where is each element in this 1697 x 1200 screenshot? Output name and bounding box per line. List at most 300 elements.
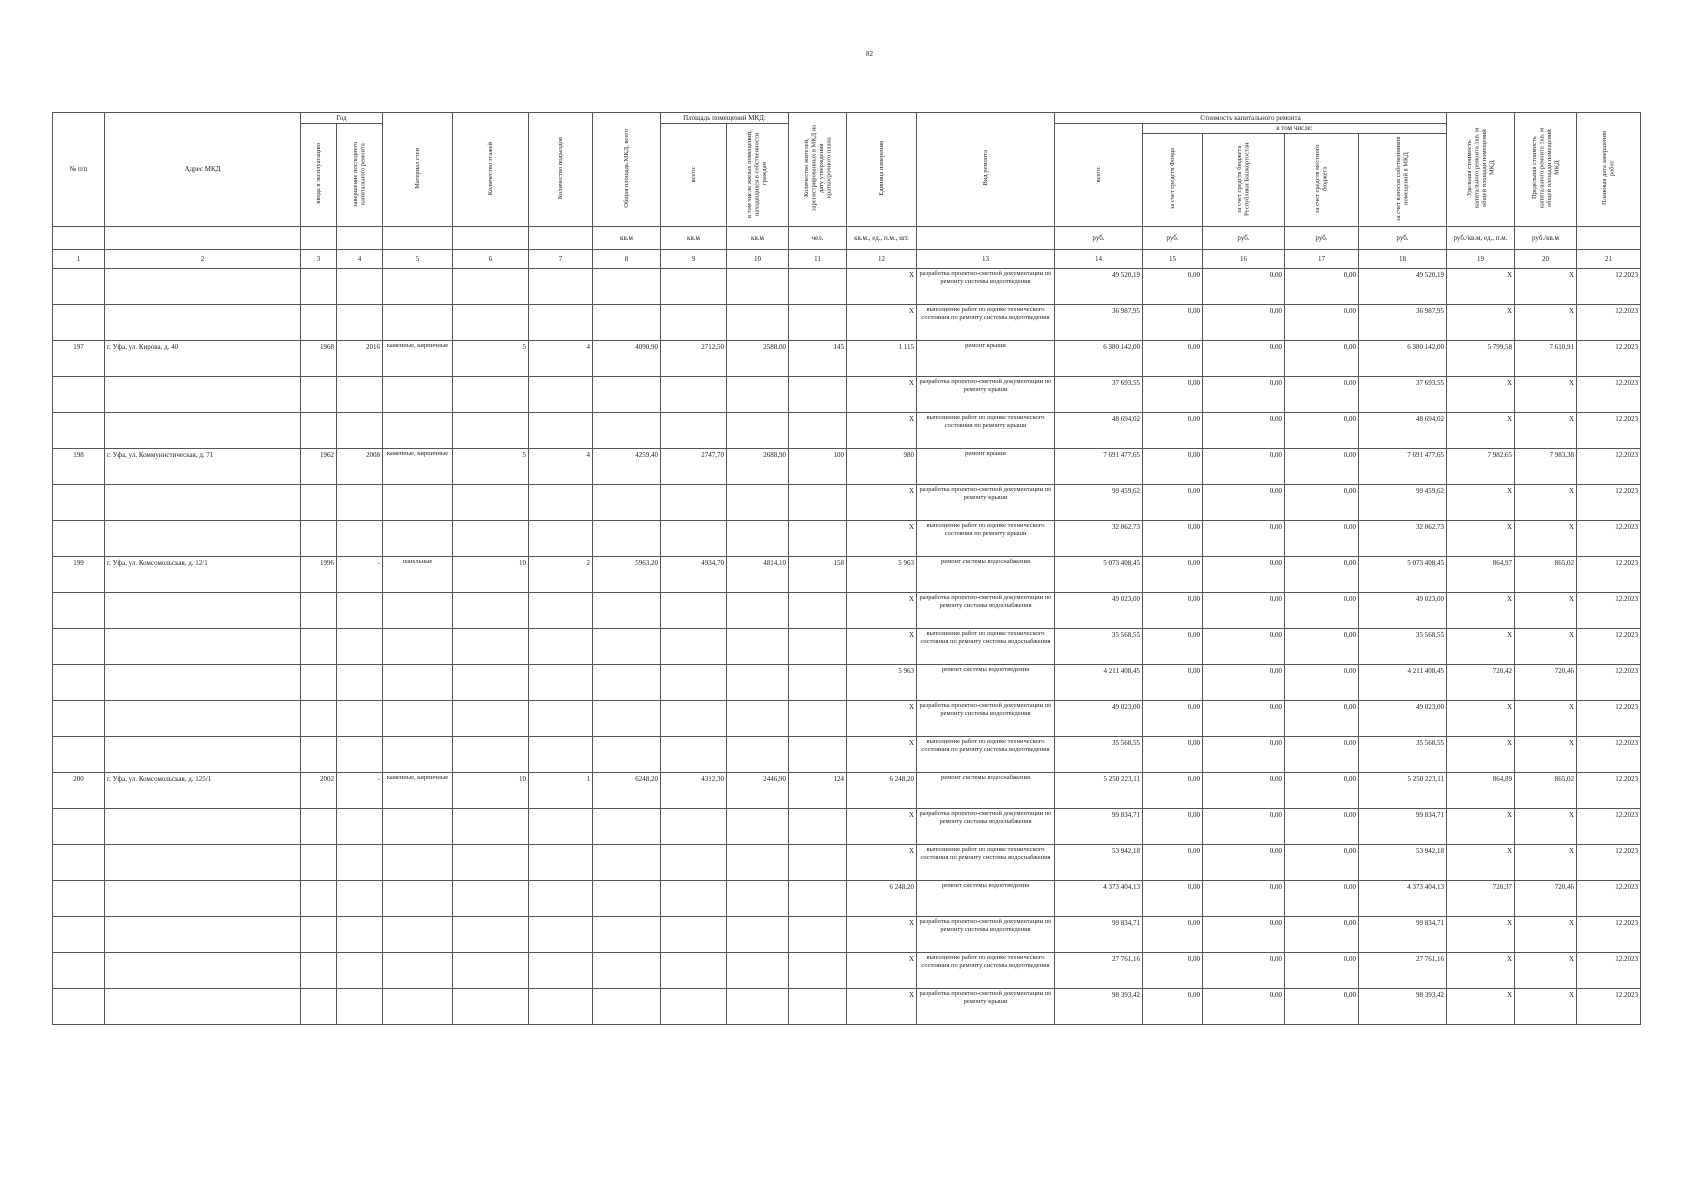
- cell-unit: 1 115: [847, 341, 917, 377]
- cell-fl: [453, 413, 529, 449]
- cell-addr: [105, 845, 301, 881]
- cell-y1: [301, 269, 337, 305]
- cell-work: ремонт системы водоотведения: [917, 665, 1055, 701]
- cell-y1: [301, 809, 337, 845]
- cell-work: ремонт крыши: [917, 341, 1055, 377]
- cell-prem: [661, 485, 727, 521]
- header-year-last-repair: завершение последнего капитального ремонта: [337, 124, 383, 227]
- cell-mc: X: [1515, 701, 1577, 737]
- cell-loc: 0,00: [1285, 521, 1359, 557]
- cell-mc: X: [1515, 377, 1577, 413]
- cell-en: [529, 629, 593, 665]
- cell-uc: X: [1447, 413, 1515, 449]
- cell-fund: 0,00: [1143, 953, 1203, 989]
- cell-owners: 53 942,18: [1359, 845, 1447, 881]
- cell-uc: 864,89: [1447, 773, 1515, 809]
- cell-loc: 0,00: [1285, 989, 1359, 1025]
- cell-owners: 4 373 404,13: [1359, 881, 1447, 917]
- cell-prem: 2747,70: [661, 449, 727, 485]
- cell-loc: 0,00: [1285, 773, 1359, 809]
- header-year-commission: ввода в эксплуатацию: [301, 124, 337, 227]
- table-row: [53, 305, 1641, 341]
- unit-cell: руб.: [1285, 227, 1359, 250]
- cell-uc: X: [1447, 521, 1515, 557]
- cell-own: [727, 413, 789, 449]
- cell-addr: [105, 737, 301, 773]
- cell-area: [593, 593, 661, 629]
- cell-uc: X: [1447, 269, 1515, 305]
- cell-y2: [337, 629, 383, 665]
- cell-res: 100: [789, 449, 847, 485]
- cell-uc: 720,42: [1447, 665, 1515, 701]
- cell-fund: 0,00: [1143, 737, 1203, 773]
- cell-fund: 0,00: [1143, 377, 1203, 413]
- cell-unit: X: [847, 989, 917, 1025]
- cell-fund: 0,00: [1143, 629, 1203, 665]
- cell-work: ремонт системы водоснабжения: [917, 773, 1055, 809]
- cell-own: [727, 737, 789, 773]
- cell-fund: 0,00: [1143, 341, 1203, 377]
- cell-date: 12.2023: [1577, 269, 1641, 305]
- cell-uc: X: [1447, 305, 1515, 341]
- column-number-cell: 21: [1577, 250, 1641, 269]
- repair-plan-table: [52, 112, 1641, 1025]
- cell-num: [53, 377, 105, 413]
- unit-cell: кв.м., ед., п.м., шт.: [847, 227, 917, 250]
- cell-unit: X: [847, 593, 917, 629]
- cell-y2: [337, 593, 383, 629]
- cell-y1: [301, 305, 337, 341]
- column-number-cell: 7: [529, 250, 593, 269]
- cell-mat: каменные, кирпичные: [383, 773, 453, 809]
- cell-mc: 720,46: [1515, 881, 1577, 917]
- cell-loc: 0,00: [1285, 701, 1359, 737]
- cell-area: [593, 701, 661, 737]
- cell-work: разработка проектно-сметной документации по ремонту системы водоснабжения: [917, 809, 1055, 845]
- cell-en: [529, 989, 593, 1025]
- header-unit-cost: Удельная стоимость капитального ремонта 1кв. м общей площади помещений МКД: [1447, 113, 1515, 227]
- cell-area: [593, 737, 661, 773]
- cell-date: 12.2023: [1577, 989, 1641, 1025]
- cell-res: [789, 737, 847, 773]
- cell-mc: 865,02: [1515, 773, 1577, 809]
- cell-unit: X: [847, 305, 917, 341]
- cell-rep: 0,00: [1203, 917, 1285, 953]
- cell-num: [53, 953, 105, 989]
- cell-num: [53, 665, 105, 701]
- cell-y2: [337, 269, 383, 305]
- cell-prem: 4312,30: [661, 773, 727, 809]
- cell-mat: [383, 665, 453, 701]
- cell-fund: 0,00: [1143, 989, 1203, 1025]
- cell-num: [53, 701, 105, 737]
- table-row: [53, 845, 1641, 881]
- cell-loc: 0,00: [1285, 485, 1359, 521]
- cell-owners: 49 520,19: [1359, 269, 1447, 305]
- cell-uc: X: [1447, 593, 1515, 629]
- column-number-cell: 9: [661, 250, 727, 269]
- cell-y1: [301, 413, 337, 449]
- cell-fund: 0,00: [1143, 665, 1203, 701]
- cell-uc: X: [1447, 701, 1515, 737]
- cell-unit: X: [847, 701, 917, 737]
- column-number-cell: 10: [727, 250, 789, 269]
- cell-date: 12.2023: [1577, 881, 1641, 917]
- table-row: [53, 665, 1641, 701]
- cell-res: [789, 665, 847, 701]
- cell-addr: [105, 485, 301, 521]
- cell-work: ремонт крыши: [917, 449, 1055, 485]
- cell-unit: X: [847, 377, 917, 413]
- cell-date: 12.2023: [1577, 377, 1641, 413]
- cell-y1: [301, 665, 337, 701]
- cell-fund: 0,00: [1143, 773, 1203, 809]
- header-address: Адрес МКД: [105, 113, 301, 227]
- table-row: [53, 485, 1641, 521]
- table-row: [53, 269, 1641, 305]
- cell-unit: X: [847, 485, 917, 521]
- cell-addr: [105, 809, 301, 845]
- cell-own: [727, 593, 789, 629]
- cell-unit: X: [847, 521, 917, 557]
- table-row: [53, 377, 1641, 413]
- cell-area: [593, 989, 661, 1025]
- cell-y2: [337, 305, 383, 341]
- cell-en: [529, 593, 593, 629]
- cell-uc: X: [1447, 737, 1515, 773]
- cell-mat: [383, 881, 453, 917]
- cell-work: разработка проектно-сметной документации по ремонту крыши: [917, 485, 1055, 521]
- cell-uc: X: [1447, 845, 1515, 881]
- table-row: [53, 521, 1641, 557]
- cell-prem: [661, 593, 727, 629]
- cell-total: 35 568,55: [1055, 629, 1143, 665]
- column-number-cell: 5: [383, 250, 453, 269]
- cell-res: [789, 377, 847, 413]
- cell-y1: [301, 593, 337, 629]
- cell-rep: 0,00: [1203, 773, 1285, 809]
- cell-work: выполнение работ по оценке технического состояния по ремонту крыши: [917, 521, 1055, 557]
- cell-date: 12.2023: [1577, 413, 1641, 449]
- unit-cell: кв.м: [593, 227, 661, 250]
- cell-res: [789, 953, 847, 989]
- cell-mat: [383, 737, 453, 773]
- cell-mc: X: [1515, 629, 1577, 665]
- cell-prem: [661, 521, 727, 557]
- cell-mc: 865,02: [1515, 557, 1577, 593]
- cell-fl: 10: [453, 557, 529, 593]
- cell-unit: X: [847, 629, 917, 665]
- header-wall-material: Материал стен: [383, 113, 453, 227]
- cell-total: 99 459,62: [1055, 485, 1143, 521]
- cell-uc: X: [1447, 377, 1515, 413]
- cell-uc: 7 982,65: [1447, 449, 1515, 485]
- cell-y1: [301, 629, 337, 665]
- cell-loc: 0,00: [1285, 449, 1359, 485]
- cell-mat: [383, 413, 453, 449]
- cell-unit: X: [847, 413, 917, 449]
- cell-owners: 7 691 477,65: [1359, 449, 1447, 485]
- cell-rep: 0,00: [1203, 629, 1285, 665]
- cell-uc: X: [1447, 485, 1515, 521]
- cell-unit: 980: [847, 449, 917, 485]
- cell-uc: 864,97: [1447, 557, 1515, 593]
- header-cost-republic: за счет средств бюджета Республики Башкортостан: [1203, 133, 1285, 227]
- cell-y2: [337, 665, 383, 701]
- column-number-cell: 15: [1143, 250, 1203, 269]
- cell-owners: 36 987,95: [1359, 305, 1447, 341]
- unit-cell: [301, 227, 337, 250]
- cell-num: [53, 593, 105, 629]
- cell-fl: [453, 917, 529, 953]
- cell-date: 12.2023: [1577, 341, 1641, 377]
- cell-total: 6 380 142,00: [1055, 341, 1143, 377]
- header-premises-owned: в том числе жилых помещений, находящихся в собственности граждан: [727, 124, 789, 227]
- cell-owners: 5 073 408,45: [1359, 557, 1447, 593]
- cell-owners: 35 568,55: [1359, 629, 1447, 665]
- cell-owners: 6 380 142,00: [1359, 341, 1447, 377]
- cell-prem: [661, 665, 727, 701]
- cell-prem: [661, 305, 727, 341]
- cell-fund: 0,00: [1143, 557, 1203, 593]
- cell-en: [529, 737, 593, 773]
- cell-total: 5 073 408,45: [1055, 557, 1143, 593]
- cell-date: 12.2023: [1577, 665, 1641, 701]
- cell-num: [53, 917, 105, 953]
- cell-rep: 0,00: [1203, 845, 1285, 881]
- cell-mat: [383, 845, 453, 881]
- cell-loc: 0,00: [1285, 593, 1359, 629]
- cell-en: [529, 269, 593, 305]
- cell-uc: X: [1447, 917, 1515, 953]
- cell-rep: 0,00: [1203, 485, 1285, 521]
- table-row: [53, 773, 1641, 809]
- cell-prem: [661, 629, 727, 665]
- cell-fl: [453, 809, 529, 845]
- cell-area: 4090,90: [593, 341, 661, 377]
- cell-mat: [383, 377, 453, 413]
- cell-res: 124: [789, 773, 847, 809]
- cell-area: [593, 377, 661, 413]
- cell-loc: 0,00: [1285, 377, 1359, 413]
- cell-unit: 5 963: [847, 557, 917, 593]
- cell-own: [727, 521, 789, 557]
- cell-unit: X: [847, 809, 917, 845]
- cell-uc: X: [1447, 953, 1515, 989]
- column-number-cell: 12: [847, 250, 917, 269]
- cell-y1: 1996: [301, 557, 337, 593]
- cell-total: 36 987,95: [1055, 305, 1143, 341]
- cell-loc: 0,00: [1285, 881, 1359, 917]
- column-number-cell: 14: [1055, 250, 1143, 269]
- cell-mat: [383, 917, 453, 953]
- header-entrances: Количество подъездов: [529, 113, 593, 227]
- cell-fund: 0,00: [1143, 485, 1203, 521]
- cell-loc: 0,00: [1285, 917, 1359, 953]
- cell-en: 2: [529, 557, 593, 593]
- cell-mc: X: [1515, 917, 1577, 953]
- cell-owners: 49 023,00: [1359, 593, 1447, 629]
- cell-num: [53, 305, 105, 341]
- cell-addr: [105, 989, 301, 1025]
- cell-res: [789, 809, 847, 845]
- cell-loc: 0,00: [1285, 737, 1359, 773]
- cell-rep: 0,00: [1203, 413, 1285, 449]
- cell-prem: [661, 809, 727, 845]
- cell-work: разработка проектно-сметной документации по ремонту системы водоотведения: [917, 917, 1055, 953]
- cell-prem: [661, 881, 727, 917]
- cell-y1: [301, 377, 337, 413]
- cell-total: 4 211 408,45: [1055, 665, 1143, 701]
- cell-fund: 0,00: [1143, 413, 1203, 449]
- unit-cell: [383, 227, 453, 250]
- cell-prem: 2712,50: [661, 341, 727, 377]
- cell-loc: 0,00: [1285, 413, 1359, 449]
- cell-prem: [661, 701, 727, 737]
- cell-num: [53, 809, 105, 845]
- cell-area: [593, 665, 661, 701]
- cell-res: [789, 989, 847, 1025]
- cell-addr: г. Уфа, ул. Коммунистическая, д. 71: [105, 449, 301, 485]
- cell-en: 4: [529, 449, 593, 485]
- unit-cell: руб.: [1359, 227, 1447, 250]
- cell-en: 1: [529, 773, 593, 809]
- cell-owners: 98 393,42: [1359, 989, 1447, 1025]
- cell-num: [53, 485, 105, 521]
- cell-mc: 7 983,38: [1515, 449, 1577, 485]
- cell-en: [529, 305, 593, 341]
- header-unit: Единица измерения: [847, 113, 917, 227]
- cell-y2: -: [337, 773, 383, 809]
- cell-y1: 1962: [301, 449, 337, 485]
- cell-res: [789, 413, 847, 449]
- cell-unit: X: [847, 269, 917, 305]
- cell-unit: 6 248,20: [847, 773, 917, 809]
- cell-area: [593, 881, 661, 917]
- cell-rep: 0,00: [1203, 449, 1285, 485]
- cell-en: [529, 845, 593, 881]
- cell-num: [53, 629, 105, 665]
- cell-date: 12.2023: [1577, 809, 1641, 845]
- cell-prem: [661, 917, 727, 953]
- cell-mc: X: [1515, 485, 1577, 521]
- column-number-cell: 20: [1515, 250, 1577, 269]
- cell-y1: [301, 521, 337, 557]
- cell-fl: 10: [453, 773, 529, 809]
- cell-loc: 0,00: [1285, 845, 1359, 881]
- cell-loc: 0,00: [1285, 341, 1359, 377]
- cell-total: 35 568,55: [1055, 737, 1143, 773]
- cell-loc: 0,00: [1285, 665, 1359, 701]
- header-cost-fund: за счет средств Фонда: [1143, 133, 1203, 227]
- table-row: [53, 917, 1641, 953]
- cell-own: 2446,90: [727, 773, 789, 809]
- cell-work: выполнение работ по оценке технического состояния по ремонту системы водоотведения: [917, 305, 1055, 341]
- column-number-cell: 16: [1203, 250, 1285, 269]
- cell-addr: г. Уфа, ул. Кирова, д. 40: [105, 341, 301, 377]
- cell-total: 49 023,00: [1055, 593, 1143, 629]
- cell-prem: [661, 845, 727, 881]
- cell-mat: [383, 305, 453, 341]
- cell-date: 12.2023: [1577, 629, 1641, 665]
- header-cost-owners: за счет взносов собственников помещений в МКД: [1359, 133, 1447, 227]
- cell-total: 48 694,02: [1055, 413, 1143, 449]
- cell-y2: [337, 809, 383, 845]
- cell-mat: [383, 809, 453, 845]
- table-row: [53, 701, 1641, 737]
- column-number-cell: 4: [337, 250, 383, 269]
- column-number-cell: 3: [301, 250, 337, 269]
- cell-addr: [105, 521, 301, 557]
- header-cost-total: всего:: [1055, 124, 1143, 227]
- cell-fl: [453, 377, 529, 413]
- header-cost-local: за счет средств местного бюджета: [1285, 133, 1359, 227]
- cell-own: 4814,10: [727, 557, 789, 593]
- cell-addr: [105, 593, 301, 629]
- cell-own: [727, 809, 789, 845]
- cell-en: [529, 809, 593, 845]
- cell-fl: [453, 485, 529, 521]
- cell-rep: 0,00: [1203, 521, 1285, 557]
- cell-mat: [383, 953, 453, 989]
- cell-work: разработка проектно-сметной документации по ремонту системы водоотведения: [917, 701, 1055, 737]
- cell-loc: 0,00: [1285, 809, 1359, 845]
- cell-addr: [105, 917, 301, 953]
- cell-y2: [337, 701, 383, 737]
- cell-en: [529, 953, 593, 989]
- cell-area: [593, 305, 661, 341]
- cell-area: [593, 413, 661, 449]
- cell-date: 12.2023: [1577, 305, 1641, 341]
- cell-loc: 0,00: [1285, 269, 1359, 305]
- cell-mc: X: [1515, 269, 1577, 305]
- cell-area: 5963,20: [593, 557, 661, 593]
- cell-en: 4: [529, 341, 593, 377]
- cell-prem: [661, 953, 727, 989]
- cell-fund: 0,00: [1143, 521, 1203, 557]
- cell-fl: [453, 629, 529, 665]
- cell-work: ремонт системы водоснабжения: [917, 557, 1055, 593]
- cell-num: [53, 269, 105, 305]
- cell-total: 99 834,71: [1055, 917, 1143, 953]
- cell-area: [593, 845, 661, 881]
- table-row: [53, 449, 1641, 485]
- cell-en: [529, 485, 593, 521]
- cell-en: [529, 665, 593, 701]
- header-residents: Количество жителей, зарегистрированных в МКД на дату утверждения краткосрочного плана: [789, 113, 847, 227]
- cell-mc: X: [1515, 413, 1577, 449]
- cell-prem: 4934,70: [661, 557, 727, 593]
- cell-fl: [453, 665, 529, 701]
- cell-mat: [383, 701, 453, 737]
- cell-area: 4259,40: [593, 449, 661, 485]
- column-number-cell: 1: [53, 250, 105, 269]
- cell-rep: 0,00: [1203, 809, 1285, 845]
- cell-area: 6248,20: [593, 773, 661, 809]
- cell-addr: г. Уфа, ул. Комсомольская, д. 12/1: [105, 557, 301, 593]
- cell-fund: 0,00: [1143, 449, 1203, 485]
- cell-y2: [337, 881, 383, 917]
- cell-mat: [383, 485, 453, 521]
- cell-fund: 0,00: [1143, 917, 1203, 953]
- header-premises-total: всего:: [661, 124, 727, 227]
- cell-fund: 0,00: [1143, 701, 1203, 737]
- cell-own: [727, 269, 789, 305]
- cell-fl: [453, 521, 529, 557]
- cell-work: выполнение работ по оценке технического состояния по ремонту крыши: [917, 413, 1055, 449]
- cell-y2: 2016: [337, 341, 383, 377]
- cell-res: [789, 305, 847, 341]
